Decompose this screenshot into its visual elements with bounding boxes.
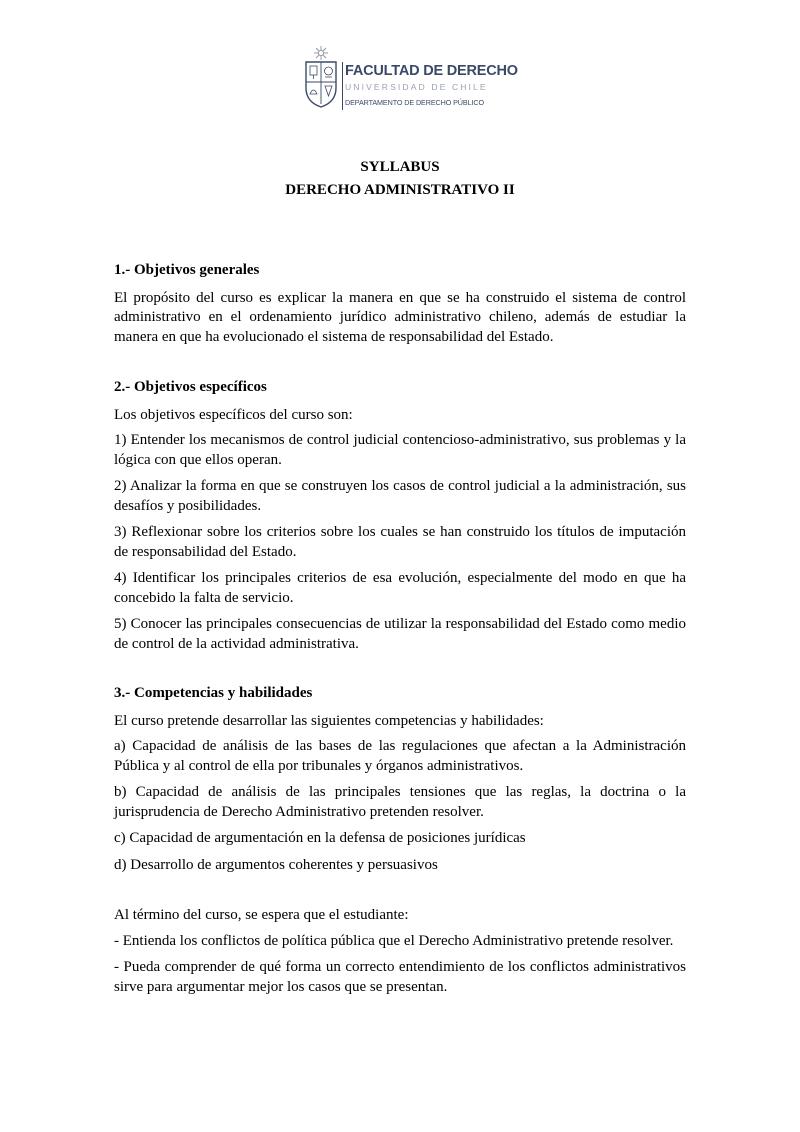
document-body [114,261,686,997]
university-name: UNIVERSIDAD DE CHILE [345,82,488,92]
paragraph: Al término del curso, se espera que el estudiante: [114,907,409,923]
department-name: DEPARTAMENTO DE DERECHO PÚBLICO [345,98,484,107]
list-item: a) Capacidad de análisis de las bases de las regulaciones que afectan a la Administración Pública y al control de ella por tribunales y órganos administrativos. [114,738,686,774]
list-item: 5) Conocer las principales consecuencias de utilizar la responsabilidad del Estado como medio de control de la actividad administrativa. [114,616,686,652]
list-item: 2) Analizar la forma en que se construyen los casos de control judicial a la administración, sus desafíos y posibilidades. [114,478,686,514]
section-heading: 3.- Competencias y habilidades [114,685,313,701]
section-heading: 1.- Objetivos generales [114,262,260,278]
course-title: DERECHO ADMINISTRATIVO II [285,182,515,198]
logo-divider [342,62,343,110]
university-crest-icon [301,44,341,114]
list-item: 4) Identificar los principales criterios de esa evolución, especialmente del modo en que ha concebido la falta de servicio. [114,570,686,606]
faculty-name: FACULTAD DE DERECHO [345,63,518,79]
list-item: d) Desarrollo de argumentos coherentes y persuasivos [114,856,438,873]
section-heading: 2.- Objetivos específicos [114,379,267,395]
faculty-logo [301,44,518,114]
list-item: c) Capacidad de argumentación en la defensa de posiciones jurídicas [114,830,526,846]
list-item: - Entienda los conflictos de política pública que el Derecho Administrativo pretende resolver. [114,932,674,949]
paragraph: El propósito del curso es explicar la manera en que se ha construido el sistema de control administrativo en el ordenamiento jurídico administrativo chileno, además de estudiar la manera en que ha evolucionado el sistema de responsabilidad del Estado. [114,289,686,345]
document-title: SYLLABUS [360,159,440,175]
list-item: b) Capacidad de análisis de las principales tensiones que las reglas, la doctrina o la jurisprudencia de Derecho Administrativo pretenden resolver. [114,784,686,820]
paragraph: Los objetivos específicos del curso son: [114,406,353,423]
paragraph: El curso pretende desarrollar las siguientes competencias y habilidades: [114,712,544,729]
list-item: - Pueda comprender de qué forma un correcto entendimiento de los conflictos administrativos sirve para argumentar mejor los casos que se presentan. [114,959,686,995]
list-item: 1) Entender los mecanismos de control judicial contencioso-administrativo, sus problemas y la lógica con que ellos operan. [114,432,686,468]
list-item: 3) Reflexionar sobre los criterios sobre los cuales se han construido los títulos de imputación de responsabilidad del Estado. [114,524,686,560]
